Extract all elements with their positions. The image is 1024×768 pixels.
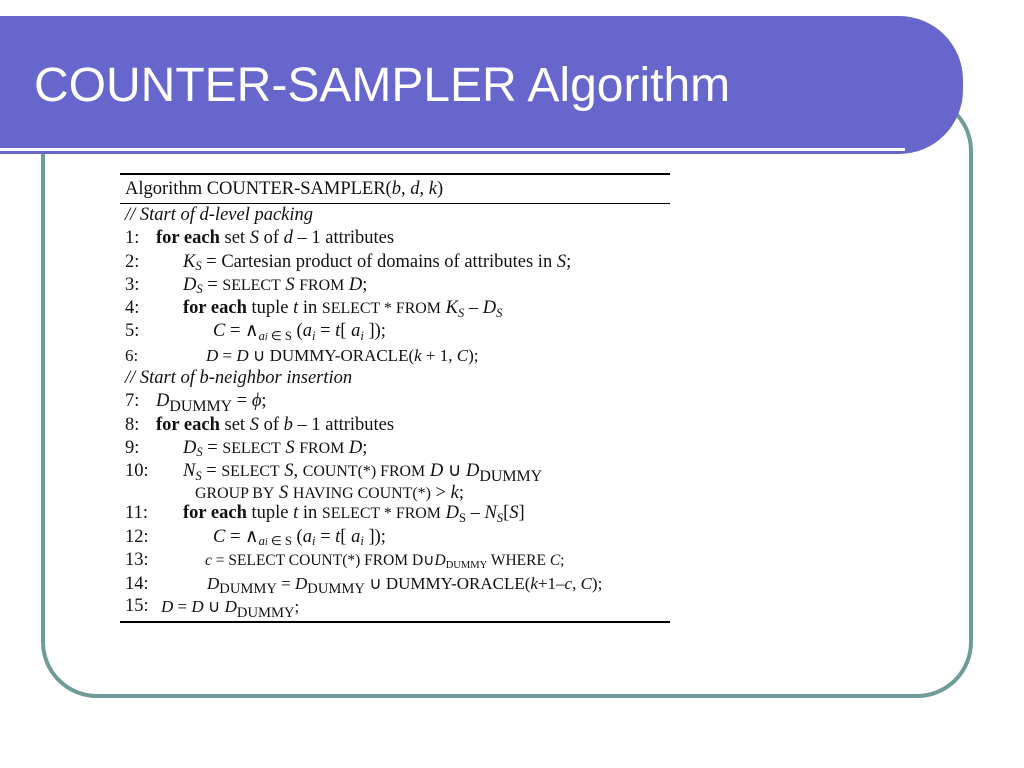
algorithm-line-2: 2: KS = Cartesian product of domains of attributes in S; <box>125 251 572 274</box>
algorithm-line-14: 14: DDUMMY = DDUMMY ∪ DUMMY-ORACLE(k+1–c, C); <box>125 574 603 598</box>
algorithm-line-8: 8: for each set S of b – 1 attributes <box>125 414 395 435</box>
algorithm-line-9: 9: DS = SELECT S FROM D; <box>125 437 368 460</box>
comment-b-neighbor-insertion: // Start of b-neighbor insertion <box>125 368 353 389</box>
algorithm-line-1: 1: for each set S of d – 1 attributes <box>125 228 395 249</box>
algorithm-line-10: 10: NS = SELECT S, COUNT(*) FROM D ∪ DDUMMY GROUP BY S HAVING COUNT(*) > k; <box>125 461 543 504</box>
bottom-rule <box>120 621 670 623</box>
algorithm-line-13: 13: c = SELECT COUNT(*) FROM D∪DDUMMY WHERE C; <box>125 549 565 571</box>
comment-d-level-packing: // Start of d-level packing <box>125 205 314 225</box>
algorithm-line-11: 11: for each tuple t in SELECT * FROM DS – NS[S] <box>125 503 525 525</box>
algorithm-line-7: 7: DDUMMY = ϕ; <box>125 391 267 415</box>
algorithm-listing <box>120 173 670 623</box>
slide-title: COUNTER-SAMPLER Algorithm <box>34 59 731 112</box>
algorithm-line-15: 15: D = D ∪ DDUMMY; <box>125 596 300 621</box>
title-band <box>0 16 963 154</box>
algorithm-line-3: 3: DS = SELECT S FROM D; <box>125 274 368 297</box>
algorithm-line-6: 6: D = D ∪ DUMMY-ORACLE(k + 1, C); <box>125 345 479 365</box>
algorithm-line-12: 12: C = ∧ai ∈ S (ai = t[ ai ]); <box>125 526 386 549</box>
algorithm-line-5: 5: C = ∧ai ∈ S (ai = t[ ai ]); <box>125 321 386 343</box>
algorithm-header: Algorithm COUNTER-SAMPLER(b, d, k) <box>125 179 444 199</box>
algorithm-line-4: 4: for each tuple t in SELECT * FROM KS – DS <box>125 298 503 320</box>
title-underline <box>0 148 905 151</box>
